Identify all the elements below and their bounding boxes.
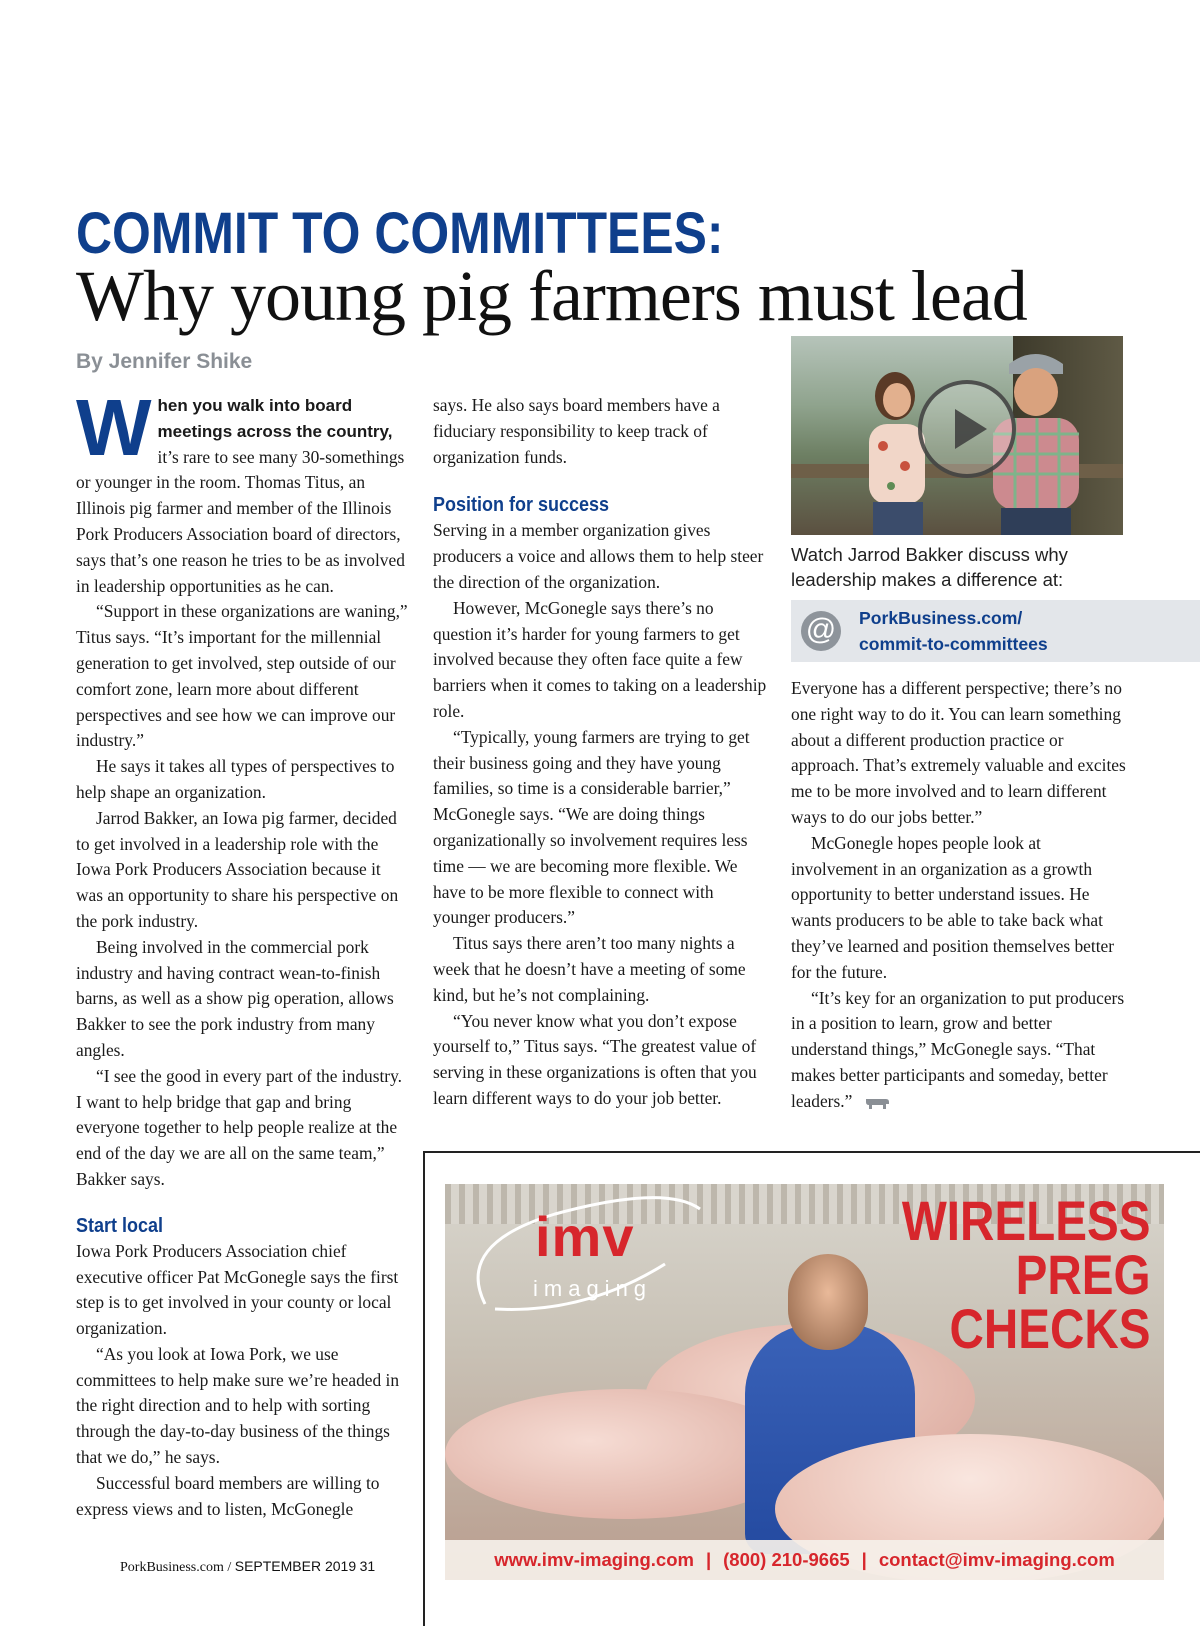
ad-website-link[interactable]: www.imv-imaging.com: [494, 1549, 694, 1570]
paragraph: Everyone has a different perspective; there’s no one right way to do it. You can learn something about a different production practice or approach. That’s extremely valuable and excites me to be more involved and to learn different ways to do our jobs better.”: [791, 678, 1126, 827]
paragraph: Titus says there aren’t too many nights a week that he doesn’t have a meeting of some kind, but he’s not complaining.: [433, 933, 746, 1005]
footer-issue: SEPTEMBER 2019: [234, 1558, 357, 1574]
ad-headline: [901, 1189, 1150, 1360]
paragraph: says. He also says board members have a fiduciary responsibility to keep track of organization funds.: [433, 395, 720, 467]
paragraph: “Support in these organizations are waning,” Titus says. “It’s important for the millennial generation to get involved, step outside of our comfort zone, learn more about different perspectives and see how we can improve our industry.”: [76, 601, 408, 751]
play-icon[interactable]: [918, 380, 1016, 478]
pig-endmark-icon: [864, 1096, 890, 1110]
worker-head-image: [788, 1254, 868, 1350]
subhead-start-local: Start local: [76, 1214, 164, 1237]
lead-in: hen you walk into board meetings across the country,: [157, 396, 393, 441]
video-thumbnail[interactable]: [791, 336, 1123, 535]
lead-paragraph: [76, 383, 410, 599]
ad-headline-line: WIRELESS: [901, 1189, 1150, 1252]
dropcap: W: [76, 383, 152, 472]
video-caption: Watch Jarrod Bakker discuss why leadership makes a difference at:: [791, 544, 1068, 590]
paragraph: “Typically, young farmers are trying to get their business going and they have young families, so time is a considerable barrier,” McGonegle says. “We are doing things organizationally so involvement requires less time — we are becoming more flexible. We have to be more flexible to connect with younger producers.”: [433, 726, 750, 928]
ad-phone[interactable]: (800) 210-9665: [723, 1549, 850, 1570]
paragraph: “You never know what you don’t expose yourself to,” Titus says. “The greatest value of serving in these organizations is often that you learn different ways to do your job better.: [433, 1010, 757, 1108]
paragraph: McGonegle hopes people look at involvement in an organization as a growth opportunity to better understand issues. He wants producers to be able to take back what they’ve learned and position themselves better for the future.: [791, 832, 1115, 982]
separator: |: [705, 1549, 712, 1570]
paragraph-last: [791, 986, 1131, 1115]
article-byline: By Jennifer Shike: [76, 350, 253, 373]
ad-contact-bar: [445, 1540, 1164, 1580]
paragraph: He says it takes all types of perspectives to help shape an organization.: [76, 756, 395, 802]
footer-site: PorkBusiness.com /: [120, 1560, 232, 1575]
paragraph: Serving in a member organization gives producers a voice and allows them to help steer the direction of the organization.: [433, 520, 764, 592]
link-url-line-1[interactable]: PorkBusiness.com/: [859, 608, 1023, 628]
paragraph-text: “It’s key for an organization to put producers in a position to learn, grow and better understand things,” McGonegle says. “That makes better participants and someday, better leaders.”: [791, 987, 1125, 1111]
article-column-1: [76, 383, 410, 1522]
ad-brand-logo: imv: [535, 1205, 635, 1268]
advertisement[interactable]: [445, 1184, 1164, 1580]
subhead-position-for-success: Position for success: [433, 494, 610, 517]
paragraph: Successful board members are willing to express views and to listen, McGonegle: [76, 1472, 380, 1519]
article-column-2: [433, 393, 769, 1112]
paragraph: Jarrod Bakker, an Iowa pig farmer, decided to get involved in a leadership role with the Iowa Pork Producers Association because it was an opportunity to share his perspective on the pork industry.: [76, 807, 399, 931]
paragraph: However, McGonegle says there’s no question it’s harder for young farmers to get involved because they often face quite a few barriers when it comes to taking on a leadership role.: [433, 597, 767, 721]
link-url[interactable]: [859, 605, 1048, 657]
paragraph: Being involved in the commercial pork industry and having contract wean-to-finish barns, as well as a show pig operation, allows Bakker to see the pork industry from many angles.: [76, 936, 394, 1060]
ad-brand-sub: imaging: [533, 1276, 653, 1301]
paragraph: Iowa Pork Producers Association chief executive officer Pat McGonegle says the first step is to get involved in your county or local organization.: [76, 1240, 399, 1339]
article-kicker: COMMIT TO COMMITTEES:: [76, 201, 724, 266]
page-footer: [120, 1558, 375, 1576]
article-title: Why young pig farmers must lead: [76, 256, 1027, 336]
link-url-line-2[interactable]: commit-to-committees: [859, 634, 1048, 654]
at-icon: @: [801, 611, 841, 651]
paragraph: “I see the good in every part of the industry. I want to help bridge that gap and bring everyone together to help people realize at the end of the day we are all on the same team,” Bakker says.: [76, 1065, 403, 1189]
paragraph: “As you look at Iowa Pork, we use committees to help make sure we’re headed in the right direction and to help with sorting through the day-to-day business of the things that we do,” he says.: [76, 1343, 400, 1468]
ad-headline-line: PREG: [1015, 1243, 1150, 1306]
footer-page-number: 31: [359, 1558, 376, 1574]
paragraph: it’s rare to see many 30-somethings or younger in the room. Thomas Titus, an Illinois pig farmer and member of the Illinois Pork Producers Association board of directors, says that’s one reason he tries to be as involved in leadership opportunities as he can.: [76, 446, 405, 596]
article-column-3: [791, 676, 1131, 1115]
separator: |: [861, 1549, 867, 1570]
ad-email-link[interactable]: contact@imv-imaging.com: [878, 1549, 1115, 1570]
link-box[interactable]: [791, 600, 1200, 662]
ad-headline-line: CHECKS: [949, 1297, 1150, 1360]
